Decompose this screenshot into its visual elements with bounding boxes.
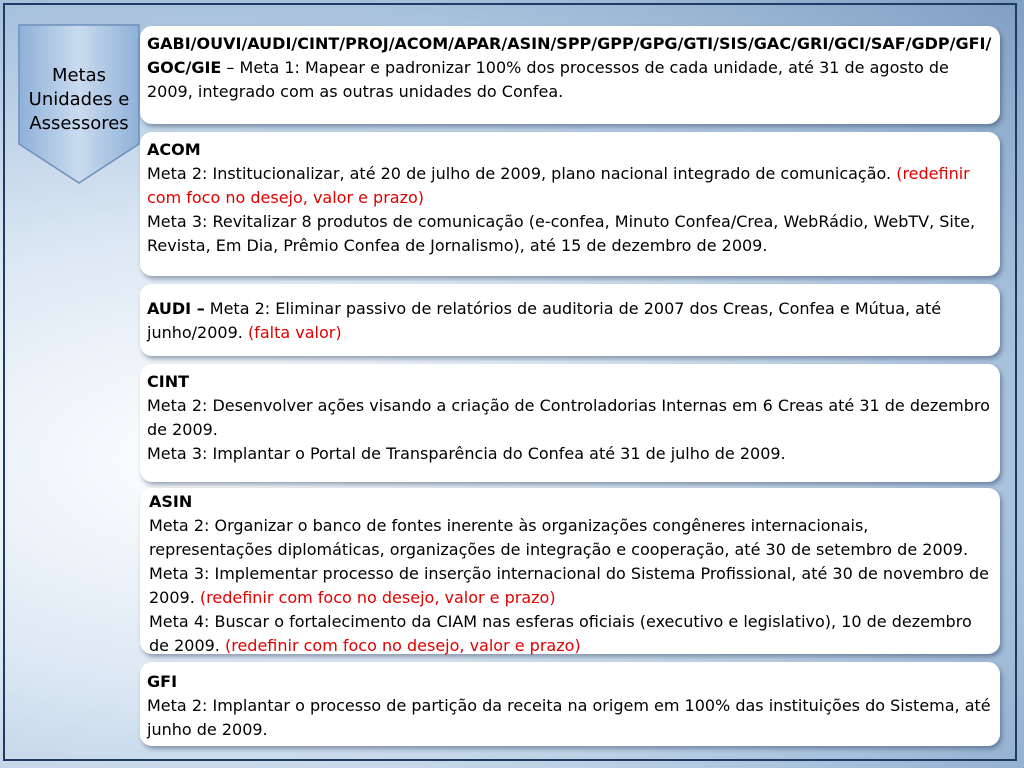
gfi-title: GFI [147,672,178,691]
audi-meta2-note: (falta valor) [247,323,342,342]
asin-meta3: Meta 3: Implementar processo de inserção internacional do Sistema Profissional, até 30 de novembro de 2009. [149,564,990,607]
acom-meta3: Meta 3: Revitalizar 8 produtos de comunicação (e-confea, Minuto Confea/Crea, WebRádio, WebTV, Site, Revista, Em Dia, Prêmio Confea de Jornalismo), até 15 de dezembro de 2009. [147,212,976,255]
cint-meta3: Meta 3: Implantar o Portal de Transparência do Confea até 31 de julho de 2009. [147,444,786,463]
goal-box-all-units [140,26,1000,124]
asin-meta2: Meta 2: Organizar o banco de fontes inerente às organizações congêneres internacionais, representações diplomáticas, organizações de integração e cooperação, até 30 de setembro de 2009. [149,516,969,559]
acom-meta2: Meta 2: Institucionalizar, até 20 de julho de 2009, plano nacional integrado de comunicação. [147,164,897,183]
cint-meta2: Meta 2: Desenvolver ações visando a criação de Controladorias Internas em 6 Creas até 31 de dezembro de 2009. [147,396,990,439]
audi-meta2: Meta 2: Eliminar passivo de relatórios de auditoria de 2007 dos Creas, Confea e Mútua, até junho/2009. [147,299,942,342]
asin-meta3-note: (redefinir com foco no desejo, valor e prazo) [199,588,556,607]
asin-meta4-note: (redefinir com foco no desejo, valor e prazo) [224,636,581,655]
cint-title: CINT [147,372,189,391]
goal-box-acom [140,132,1000,276]
section-badge [18,24,140,184]
acom-meta2-note: (redefinir com foco no desejo, valor e prazo) [147,164,970,207]
goal-box-audi [140,284,1000,356]
asin-title: ASIN [149,492,193,511]
gfi-meta2: Meta 2: Implantar o processo de partição da receita na origem em 100% das instituições do Sistema, até junho de 2009. [147,696,991,739]
goal-box-gfi [140,662,1000,746]
goal-box-cint [140,364,1000,482]
badge-label: Metas Unidades e Assessores [28,65,130,134]
meta1-text: – Meta 1: Mapear e padronizar 100% dos processos de cada unidade, até 31 de agosto de 2009, integrado com as outras unidades do Confea. [147,58,949,101]
goal-box-asin [140,488,1000,654]
units-list-title: GABI/OUVI/AUDI/CINT/PROJ/ACOM/APAR/ASIN/SPP/GPP/GPG/GTI/SIS/GAC/GRI/GCI/SAF/GDP/GFI/ GOC/GIE [147,34,992,77]
audi-title: AUDI – [147,299,205,318]
acom-title: ACOM [147,140,201,159]
asin-meta4: Meta 4: Buscar o fortalecimento da CIAM nas esferas oficiais (executivo e legislativo), 10 de dezembro de 2009. [149,612,972,655]
